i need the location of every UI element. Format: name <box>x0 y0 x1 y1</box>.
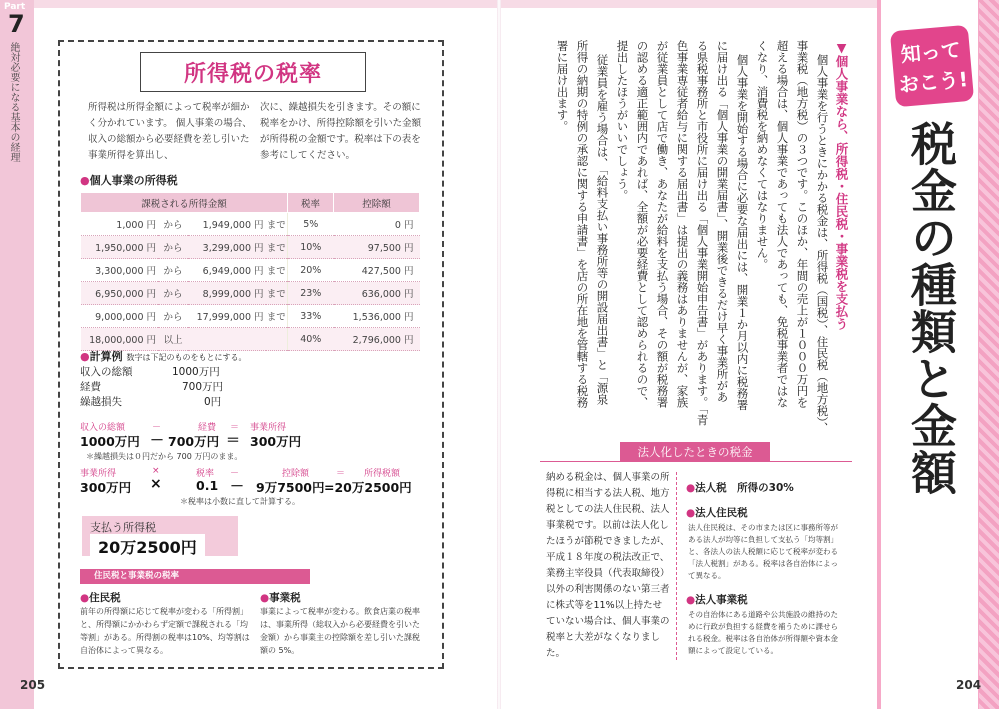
table-cell: 6,949,000 円 <box>188 259 266 282</box>
incorporation-band <box>540 442 852 462</box>
body-column: る県税事務所と市役所に届け出る「個人事業開始申告書」があります。「青 <box>695 40 710 426</box>
table-cell: から <box>158 213 188 236</box>
table-cell: 33% <box>288 305 334 328</box>
part-sidebar <box>0 0 34 709</box>
table-cell: まで <box>266 282 287 305</box>
table-cell: から <box>158 236 188 259</box>
calc-item-label: 収入の総額 <box>80 366 133 378</box>
resident-tax-heading: ●住民税 <box>80 592 121 604</box>
calc-heading: ●計算例 数字は下記のものをもとにする。 <box>80 350 247 363</box>
calc2-note: ＊税率は小数に直して計算する。 <box>180 497 300 506</box>
tax-rate-table <box>80 192 420 351</box>
resident-tax-text: 前年の所得額に応じて税率が変わる「所得割」と、所得額にかかわらず定額で課税される「均等割」がある。所得割の税率は10%、均等割は自治体によって異なる。 <box>80 607 250 655</box>
table-cell: 23% <box>288 282 334 305</box>
badge-line-1: 知って <box>899 37 962 67</box>
box-title: 所得税の税率 <box>140 52 366 92</box>
body-column: が従業員として店で働き、あなたが給料を支払う場合、その額が税務署 <box>655 40 670 408</box>
calc1-label-profit: 事業所得 <box>250 423 287 433</box>
table-cell: まで <box>266 213 287 236</box>
table-cell: まで <box>266 236 287 259</box>
book-gutter <box>497 0 501 709</box>
table-cell: 97,500 円 <box>334 236 420 259</box>
table-cell: 10% <box>288 236 334 259</box>
table-cell: 1,950,000 円 <box>81 236 159 259</box>
calc-item-value: 1000万円 <box>172 366 220 378</box>
calc1-value-profit: 300万円 <box>250 434 302 449</box>
calc2-value-tax: =20万2500円 <box>324 480 412 495</box>
table-row <box>81 259 420 282</box>
payable-tax-label: 支払う所得税 <box>90 521 156 534</box>
corporate-resident-heading: ●法人住民税 <box>686 507 748 519</box>
table-cell: 9,000,000 円 <box>81 305 159 328</box>
calc-note: 数字は下記のものをもとにする。 <box>126 353 247 362</box>
payable-tax-value: 20万2500円 <box>90 534 205 559</box>
table-cell: から <box>158 259 188 282</box>
calc2-label-profit: 事業所得 <box>80 469 117 479</box>
table-cell: 1,536,000 円 <box>334 305 420 328</box>
calc2-label-rate: 税率 <box>196 469 215 479</box>
calc2-label-tax: 所得税額 <box>364 469 401 479</box>
calc1-label-expense: 経費 <box>198 423 217 433</box>
calc-item-value: 0円 <box>204 396 222 408</box>
intro-right: 次に、繰越損失を引きます。その額に税率をかけ、所得控除額を引いた金額が所得税の金額です。税率は下の表を参考にしてください。 <box>260 102 422 161</box>
intro-left: 所得税は所得金額によって税率が細かく分かれています。 個人事業の場合、収入の総額から必要経費を差し引いた事業所得を算出し、 <box>88 102 252 161</box>
table-cell: 3,300,000 円 <box>81 259 159 282</box>
calc-item-label: 繰越損失 <box>80 396 122 408</box>
page-number-right: 204 <box>956 678 982 692</box>
chapter-title: 税金の種類と金額 <box>904 120 958 496</box>
table-cell: 17,999,000 円 <box>188 305 266 328</box>
top-trim <box>34 0 497 8</box>
body-column: くなり、消費税を納めなくてはなりません。 <box>755 40 770 270</box>
page-number-left: 205 <box>20 678 46 692</box>
table-row <box>81 305 420 328</box>
table-header-amount: 課税される所得金額 <box>81 193 288 213</box>
calc1-label-income: 収入の総額 <box>80 423 126 433</box>
dashed-separator <box>676 472 678 660</box>
business-tax-text: 事業によって税率が変わる。飲食店業の税率は、事業所得（総収入から必要経費を引いた金額）から事業主の控除額を差し引いた課税額の 5%。 <box>260 607 420 655</box>
calc2-minus-sign: － <box>230 469 240 479</box>
table-cell: 3,299,000 円 <box>188 236 266 259</box>
calc1-note: ＊繰越損失は０円だから 700 万円のまま。 <box>86 452 243 461</box>
corporate-tax-heading: ●法人税 所得の30% <box>686 482 794 494</box>
calc1-minus-sign: － <box>152 423 162 433</box>
calc2-minus: － <box>230 479 244 495</box>
calc2-label-deduction: 控除額 <box>282 469 310 479</box>
table-cell: 6,950,000 円 <box>81 282 159 305</box>
table-cell: 以上 <box>158 328 188 351</box>
table-cell: 427,500 円 <box>334 259 420 282</box>
calc2-value-deduction: 9万7500円 <box>256 480 325 495</box>
calc1-minus: － <box>150 433 164 449</box>
left-page <box>0 0 499 709</box>
body-column: の認める適正範囲内であれば、全額が必要経費として認められるので、 <box>635 40 650 408</box>
stripe-edge <box>979 0 999 709</box>
income-tax-box <box>58 40 444 669</box>
table-heading: ●個人事業の所得税 <box>80 174 178 187</box>
body-column: 超える場合は、個人事業であっても法人であっても、免税事業者ではな <box>775 40 790 408</box>
payable-tax-box <box>82 516 238 556</box>
table-cell: まで <box>266 259 287 282</box>
corporate-resident-text: 法人住民税は、その市または区に事務所等がある法人が均等に負担して支払う「均等割」と、各法人の法人税額に応じて税率が変わる「法人税割」がある。税率は各自治体によって異なる。 <box>688 523 838 580</box>
body-column: 個人事業を行うときにかかる税金は、所得税（国税）、住民税（地方税）、 <box>815 54 830 434</box>
calc1-equal: ＝ <box>226 433 240 449</box>
table-header-rate: 税率 <box>288 193 334 213</box>
part-title: 絶対必要になる基本の経理 <box>8 42 19 162</box>
calc2-times: × <box>150 476 162 492</box>
business-tax-heading: ●事業税 <box>260 592 301 604</box>
table-cell: まで <box>266 305 287 328</box>
table-cell: 18,000,000 円 <box>81 328 159 351</box>
table-cell: から <box>158 305 188 328</box>
table-cell: 20% <box>288 259 334 282</box>
calc-item-label: 経費 <box>80 381 101 393</box>
calc1-value-expense: 700万円 <box>168 434 220 449</box>
resident-business-band: 住民税と事業税の税率 <box>80 569 310 584</box>
table-row <box>81 213 420 236</box>
body-column: 色事業専従者給与に関する届出書」は提出の義務はありませんが、家族 <box>675 40 690 408</box>
incorporation-title: 法人化したときの税金 <box>620 442 770 462</box>
table-cell: 5% <box>288 213 334 236</box>
corporate-business-text: その自治体にある道路や公共施設の維持のために行政が負担する経費を補うために課せられる税金。税率は各自治体が所得額や資本金額によって設定している。 <box>688 610 838 655</box>
body-column: 事業税（地方税）の３つです。このほか、年間の売上が１０００万円を <box>795 40 810 408</box>
calc1-equal-sign: ＝ <box>230 423 240 433</box>
part-label: Part <box>4 2 26 12</box>
table-cell <box>266 328 287 351</box>
body-column: に届け出る「個人事業の開業届書」、開業後できるだけ早く事業所があ <box>715 40 730 403</box>
calc1-value-income: 1000万円 <box>80 434 140 449</box>
body-column: 従業員を雇う場合は、「給料支払い事務所等の開設届出書」と「源泉 <box>595 54 610 405</box>
incorporation-text: 納める税金は、個人事業の所得税に相当する法人税、地方税としての法人住民税、法人事業税です。以前は法人化したほうが節税できましたが、平成１８年度の税法改正で、業務主宰役員（代表取締役）以外の利害関係のない第三者に株式等を11%以上持たせていない場合は、個人事業の税率と大差がなくなりました。 <box>546 472 670 659</box>
body-column: 提出したほうがいいでしょう。 <box>615 40 630 201</box>
calc2-value-profit: 300万円 <box>80 480 132 495</box>
table-cell: 0 円 <box>334 213 420 236</box>
section-heading: ▼個人事業なら、所得税・住民税・事業税を支払う <box>834 40 849 330</box>
part-number: 7 <box>8 10 25 38</box>
table-cell: から <box>158 282 188 305</box>
badge-line-2: おこう! <box>897 66 969 97</box>
calc2-times-sign: × <box>152 466 160 476</box>
calc-item-value: 700万円 <box>182 381 224 393</box>
corporate-business-heading: ●法人事業税 <box>686 594 748 606</box>
table-cell: 1,949,000 円 <box>188 213 266 236</box>
table-cell: 1,000 円 <box>81 213 159 236</box>
table-cell: 8,999,000 円 <box>188 282 266 305</box>
body-column: 所得の納期の特例の承認に関する申請書」を店の所在地を管轄する税務 <box>575 40 590 408</box>
table-row <box>81 282 420 305</box>
body-column: 署に届け出ます。 <box>555 40 570 132</box>
calc2-value-rate: 0.1 <box>196 478 219 493</box>
table-cell: 636,000 円 <box>334 282 420 305</box>
top-trim-right <box>501 0 877 8</box>
table-cell: 40% <box>288 328 334 351</box>
know-badge <box>890 25 974 108</box>
table-row <box>81 236 420 259</box>
calc2-equal-sign: ＝ <box>336 469 346 479</box>
table-cell: 2,796,000 円 <box>334 328 420 351</box>
body-column: 個人事業を開始する場合に必要な届出には、開業１か月以内に税務署 <box>735 54 750 411</box>
table-header-deduction: 控除額 <box>334 193 420 213</box>
